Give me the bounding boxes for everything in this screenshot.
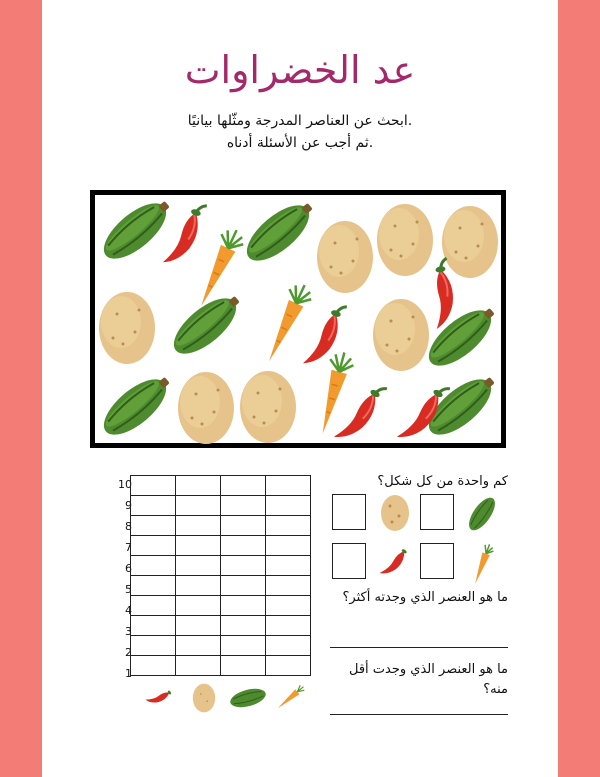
answer-line-most[interactable]: [330, 647, 508, 648]
vegetable-illustration: [95, 195, 501, 443]
question-how-many: كم واحدة من كل شكل؟: [377, 474, 508, 489]
question-least-found: [328, 660, 508, 700]
zucchini-icon: [228, 685, 267, 710]
y-tick-4: 4: [125, 604, 132, 617]
question-least-line-1: ما هو العنصر الذي وجدت أقل: [349, 662, 508, 677]
potato-icon: [378, 494, 412, 532]
y-tick-10: 10: [118, 478, 132, 491]
chili-pepper-icon: [145, 687, 172, 708]
instructions-line-1: .ابحث عن العناصر المدرجة ومثّلها بيانيًا: [187, 113, 413, 129]
carrot-icon: [276, 684, 306, 711]
graph-grid: [130, 475, 311, 676]
instructions: [42, 110, 558, 154]
answer-box-carrot[interactable]: [420, 543, 454, 579]
answer-line-least[interactable]: [330, 714, 508, 715]
question-least-line-2: منه؟: [483, 682, 508, 697]
answer-box-chili[interactable]: [332, 543, 366, 579]
page-title: عد الخضراوات: [184, 48, 416, 92]
worksheet-page: [42, 0, 558, 777]
y-tick-1: 1: [125, 667, 132, 680]
y-tick-2: 2: [125, 646, 132, 659]
y-tick-6: 6: [125, 562, 132, 575]
question-most-found: ما هو العنصر الذي وجدته أكثر؟: [342, 590, 508, 605]
y-tick-5: 5: [125, 583, 132, 596]
vegetable-picture: [90, 190, 506, 448]
y-tick-3: 3: [125, 625, 132, 638]
y-tick-8: 8: [125, 520, 132, 533]
potato-icon: [193, 684, 215, 713]
answer-box-potato[interactable]: [332, 494, 366, 530]
answer-box-zucchini[interactable]: [420, 494, 454, 530]
y-tick-7: 7: [125, 541, 132, 554]
y-tick-9: 9: [125, 499, 132, 512]
instructions-line-2: .ثم أجب عن الأسئلة أدناه: [226, 135, 374, 151]
x-axis-icons: [130, 684, 312, 714]
chili-pepper-icon: [378, 543, 412, 581]
carrot-icon: [462, 541, 502, 585]
zucchini-icon: [462, 494, 502, 534]
